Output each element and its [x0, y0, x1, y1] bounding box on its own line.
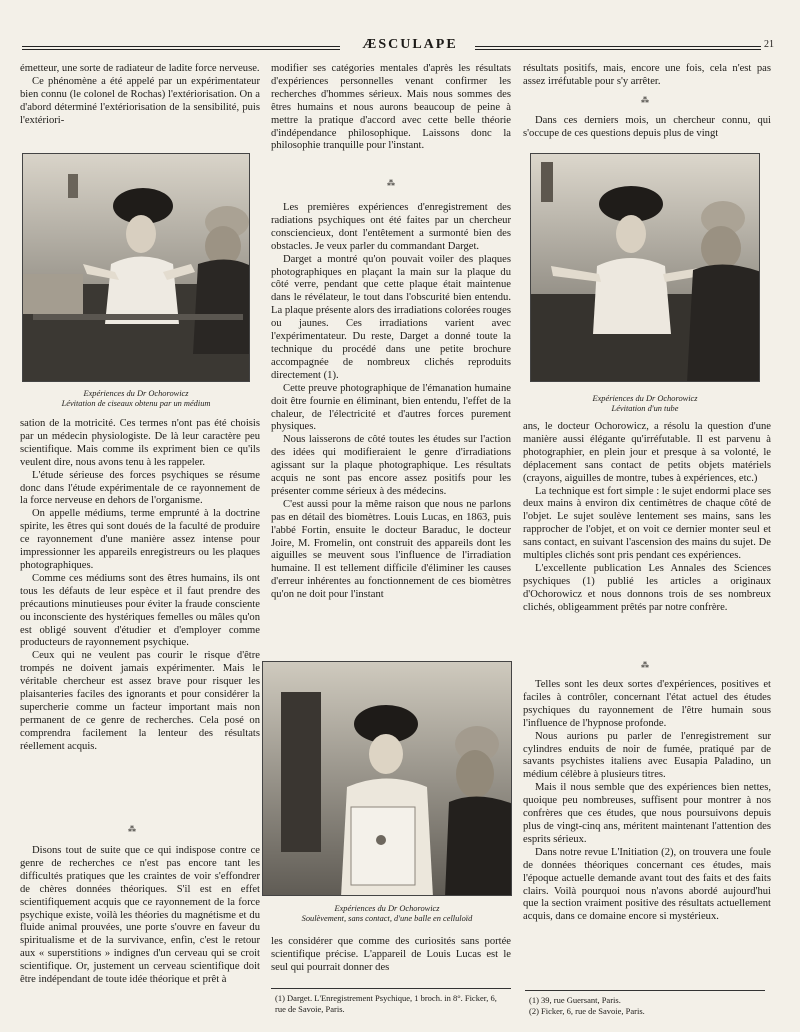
- paragraph: L'excellente publication Les Annales des Sciences psychiques (1) publié les articles a originaux d'Ochorowicz et nous donnons trois de ses nombreux clichés, obligeamment prêtés par notre confrère.: [523, 562, 771, 613]
- page-header: [20, 37, 780, 53]
- caption-photo-3: [262, 904, 512, 924]
- journal-title: ÆSCULAPE: [362, 37, 458, 52]
- caption-photo-1: [22, 389, 250, 409]
- paragraph: Cette preuve photographique de l'émanation humaine doit être fournie en éliminant, bien entendu, l'effet de la chaleur, de l'électricité et d'autres forces purement physiques.: [271, 382, 511, 433]
- footnote-item: (2) Ficker, 6, rue de Savoie, Paris.: [529, 1005, 645, 1016]
- caption-line: Lévitation de ciseaux obtenu par un médium: [61, 399, 211, 408]
- photo-levitation-ciseaux: [22, 153, 250, 382]
- paragraph: Mais il nous semble que des expériences bien nettes, quoique peu nombreuses, suffisent pour montrer à nos confrères que ces études, que nous poursuivons depuis plus de vingt-cinq ans, méritent maintenant l'attention des esprits sérieux.: [523, 782, 771, 845]
- paragraph: Comme ces médiums sont des êtres humains, ils ont tous les défauts de leur espèce et il faut prendre des précautions minutieuses pour éviter la fraude consciente ou inconsciente des hystériques femelles ou mâles qu'on est obligé souvent d'étudier et d'employer comme producteurs de rayonnement psychique.: [20, 572, 260, 649]
- footnote-item: (1) 39, rue Guersant, Paris.: [529, 995, 621, 1005]
- paragraph: Dans ces derniers mois, un chercheur connu, qui s'occupe de ces questions depuis plus de vingt: [523, 115, 771, 139]
- column-1-bottom: [20, 418, 260, 754]
- paragraph: Disons tout de suite que ce qui indispose contre ce genre de recherches ce n'est pas encore tant les difficultés pratiques que les craintes de voir s'effondrer de chères données théoriques. S'il est en effet scientifiquement acquis que ce rayonnement de la force psychique existe, voilà les théories du magnétisme et du fluide animal prouvées, une porte s'ouvre en faveur du spiritualisme et de la survivance, enfin, c'est le retour aux « superstitions » indignes d'un cerveau qui se croit scientifique. Or, justement un cerveau scientifique doit être indépendant de toute idée théorique et prêt à: [20, 845, 260, 986]
- header-rule-left: [22, 46, 340, 50]
- paragraph: Dans notre revue L'Initiation (2), on trouvera une foule de données théoriques concernant ces études, mais l'époque actuelle demande avant tout des faits et des faits clairs. Voilà pourquoi nous n'avons abordé aujourd'hui que la section vraiment positive des résultats actuellement acquis, dans ce domaine encore si mystérieux.: [523, 846, 771, 923]
- column-1-top: [20, 63, 260, 128]
- paragraph: Les premières expériences d'enregistrement des radiations psychiques ont été faites par un chercheur consciencieux, dont l'entêtement a surmonté bien des obstacles. Je veux parler du commandant Darget.: [271, 202, 511, 252]
- page-number: 21: [764, 39, 774, 50]
- paragraph: les considérer que comme des curiosités sans portée scientifique précise. L'appareil de Louis Lucas est le seul qui pourrait donner des: [271, 936, 511, 973]
- caption-line: Expériences du Dr Ochorowicz: [334, 904, 440, 913]
- section-asterism: ⁂: [641, 661, 649, 670]
- column-3-bottom: [523, 421, 771, 615]
- footnotes-col3: [529, 995, 765, 1016]
- caption-photo-2: [530, 394, 760, 414]
- photo-levitation-tube: [530, 153, 760, 382]
- column-3-end: [523, 679, 771, 924]
- photo-soulevement-balle: [262, 661, 512, 896]
- column-2-bottom: [271, 936, 511, 975]
- paragraph: Nous aurions pu parler de l'enregistrement sur cylindres enduits de noir de fumée, pratiqué par de savants psychistes italiens avec Eusapia Paladino, un médium célèbre à plusieurs titres.: [523, 730, 771, 781]
- paragraph: résultats positifs, mais, encore une fois, cela n'est pas assez irréfutable pour s'y arrêter.: [523, 63, 771, 87]
- caption-line: Expériences du Dr Ochorowicz: [83, 389, 189, 398]
- column-3-top: [523, 63, 771, 89]
- column-1-end: [20, 845, 260, 987]
- paragraph: On appelle médiums, terme emprunté à la doctrine spirite, les êtres qui sont doués de la faculté de produire ce rayonnement d'une manière assez intense pour impressionner les appareils enregistreurs ou les plaques photographiques.: [20, 508, 260, 571]
- paragraph: Darget a montré qu'on pouvait voiler des plaques photographiques en plaçant la main sur la plaque du côté verre, pendant que cette plaque était maintenue dans le révélateur, le tout dans l'obscurité bien entendu. La plaque présente alors des irradiations colorées rouges ou jaunes. Ces irradiations varient avec l'expérimentateur. Du reste, Darget a donné toute la technique du procédé dans une petite brochure accompagnée de nombreux clichés reproduits directement (1).: [271, 253, 511, 381]
- column-3-intro: [523, 115, 771, 141]
- column-2-middle: [271, 202, 511, 602]
- paragraph: Ceux qui ne veulent pas courir le risque d'être trompés ne doivent jamais expérimenter. Mais le véritable chercheur est assez brave pour risquer les plaisanteries faciles des ignorants et pour considérer la supercherie comme un facteur important mais non permanent de ce genre de recherches. Cela posé on comprendra facilement la lenteur des résultats réellement acquis.: [20, 650, 260, 752]
- caption-line: Lévitation d'un tube: [611, 404, 679, 413]
- paragraph: Nous laisserons de côté toutes les études sur l'action des idées qui modifieraient le genre d'irradiations agissant sur la plaque photographique. Les résultats acquis ne sont pas encore assez positifs pour les présenter comme sérieux à des médecins.: [271, 434, 511, 497]
- footnote-1: (1) Darget. L'Enregistrement Psychique, 1 broch. in 8°. Ficker, 6, rue de Savoie, Paris.: [275, 993, 497, 1014]
- paragraph: L'étude sérieuse des forces psychiques se résume donc dans l'étude expérimentale de ce rayonnement de la force nerveuse en dehors de l'organisme.: [20, 469, 260, 507]
- paragraph: sation de la motricité. Ces termes n'ont pas été choisis par un médecin physiologiste. De là leur caractère peu scientifique. Mais comme ils expriment bien ce qu'ils veulent dire, nous avons tenu à les rappeler.: [20, 418, 260, 468]
- paragraph: Ce phénomène a été appelé par un expérimentateur bien connu (le colonel de Rochas) l'extériorisation. On a d'abord déterminé l'extériorisation de la sensibilité, puis l'extériori-: [20, 75, 260, 126]
- paragraph: C'est aussi pour la même raison que nous ne parlons pas en détail des biomètres. Louis Lucas, en 1863, puis l'abbé Fortin, ensuite le docteur Baraduc, le docteur Joire, M. Fromelin, ont construit des appareils dont les aiguilles se meuvent sous l'influence de l'irradiation humaine. Il est tellement difficile d'éliminer les causes d'erreur inhérentes au fonctionnement de ces biomètres qu'on ne doit pour l'instant: [271, 498, 511, 601]
- header-rule-right: [475, 46, 761, 50]
- paragraph: ans, le docteur Ochorowicz, a résolu la question d'une manière aussi élégante qu'irréfutable. Il est parvenu à photographier, en plein jour et presque à sa volonté, le déplacement sans contact de petits objets matériels (crayons, aiguilles de montre, tubes à expériences, etc.): [523, 421, 771, 484]
- paragraph: modifier ses catégories mentales d'après les résultats d'expériences personnelles venant confirmer les recherches d'hommes sérieux. Mais nous sommes des êtres humains et nous aurons beaucoup de peine à mettre la pratique d'accord avec cette belle théorie d'indépendance philosophique. Laissons donc la philosophie tranquille pour l'instant.: [271, 63, 511, 152]
- paragraph: émetteur, une sorte de radiateur de ladite force nerveuse.: [20, 63, 260, 74]
- paragraph: La technique est fort simple : le sujet endormi place ses deux mains à environ dix centimètres de chaque côté de l'objet. Le sujet soulève lentement ses mains, sans les rapprocher de l'objet, et on voit ce dernier monter seul et sans contact, en suivant l'ascension des mains du sujet. De multiples clichés sont pris pendant ces expériences.: [523, 485, 771, 562]
- footnote-rule: [271, 988, 511, 989]
- caption-line: Expériences du Dr Ochorowicz: [592, 394, 698, 403]
- section-asterism: ⁂: [128, 825, 136, 834]
- column-2-top: [271, 63, 511, 153]
- paragraph: Telles sont les deux sortes d'expériences, positives et faciles à contrôler, concernant l'état actuel des études psychiques du rayonnement de l'être humain sous l'influence de l'hypnose profonde.: [523, 679, 771, 729]
- footnote-rule: [525, 990, 765, 991]
- caption-line: Soulèvement, sans contact, d'une balle en celluloïd: [301, 914, 473, 923]
- section-asterism: ⁂: [641, 96, 649, 105]
- section-asterism: ⁂: [387, 179, 395, 188]
